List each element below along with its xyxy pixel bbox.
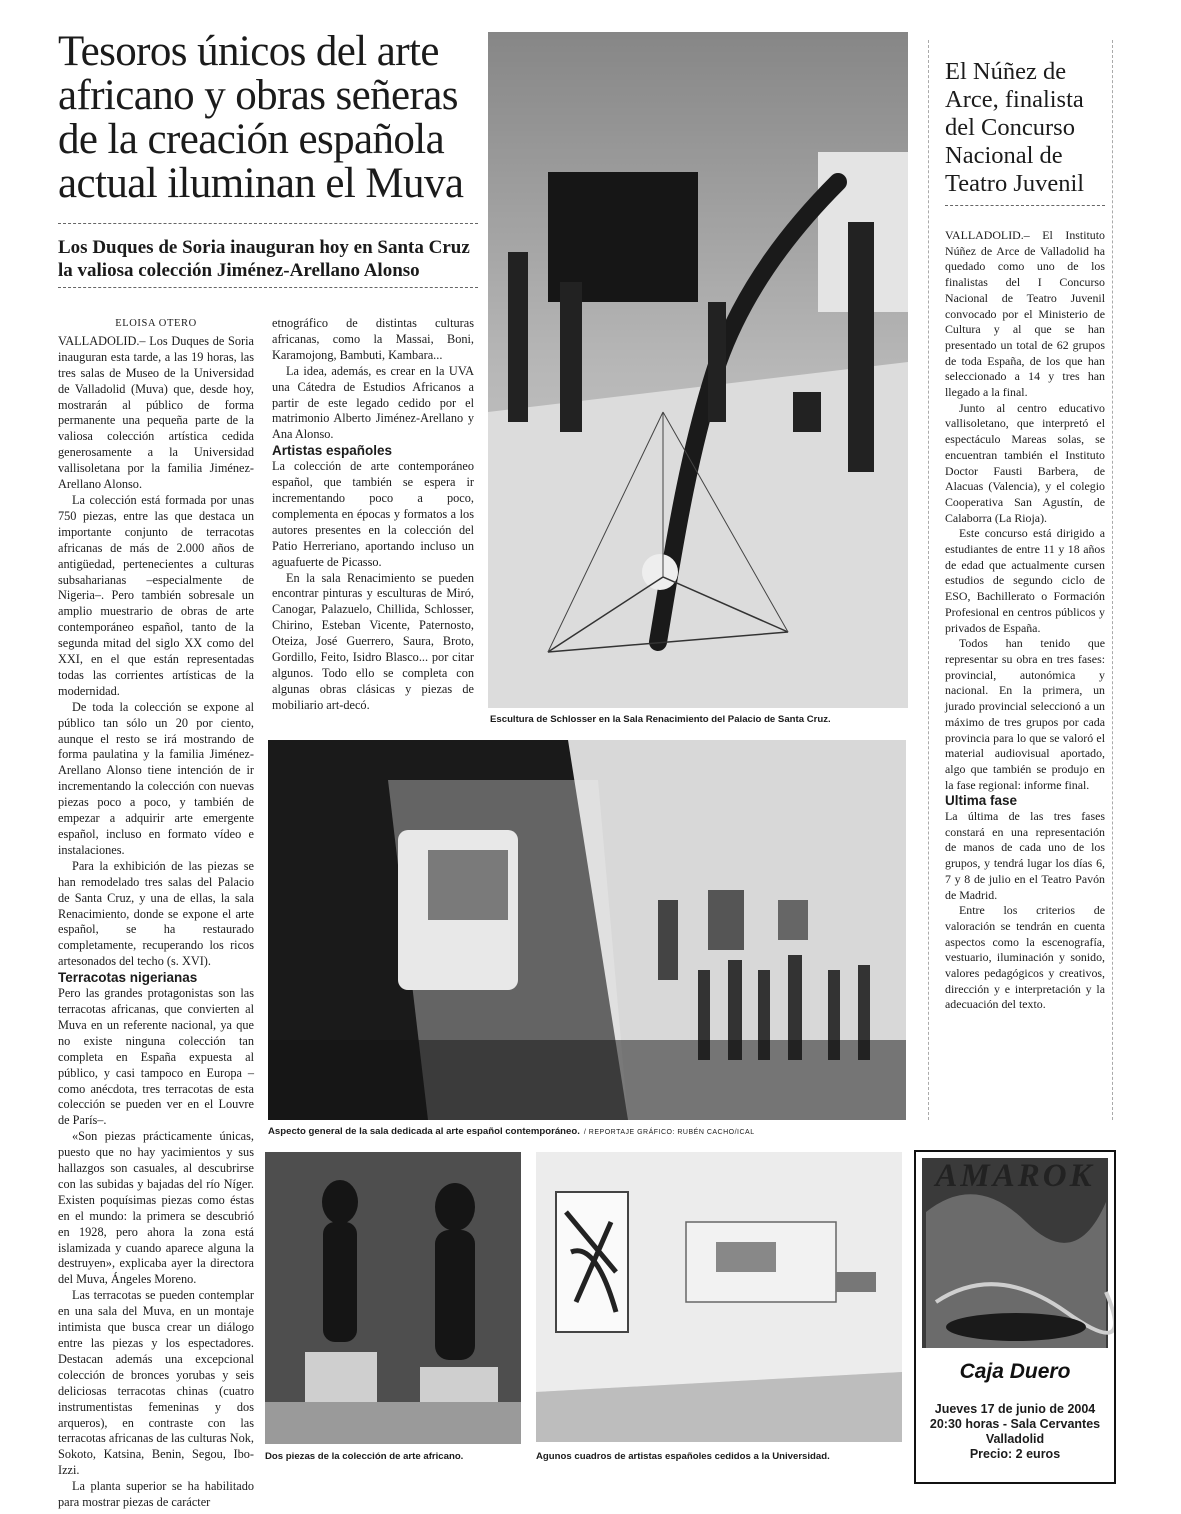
- article-headline: Tesoros únicos del arte africano y obras señeras de la creación española actual iluminan el Muva: [58, 28, 464, 207]
- subhead-divider: [58, 287, 478, 288]
- article-column-1: [58, 316, 254, 1511]
- paragraph: Pero las grandes protagonistas son las terracotas africanas, que convierten al Muva en un referente nacional, ya que no existe ninguna colección tan completa en España expuesta al público, y casi tampoco en Europa –como anécdota, tres terracotas de esta colección se pueden ver en el Louvre de París–.: [58, 986, 254, 1128]
- paragraph: VALLADOLID.– Los Duques de Soria inauguran esta tarde, a las 19 horas, las tres salas de Museo de la Universidad de Valladolid (Muva) que, desde hoy, mostrarán al público de forma permanente una pequeña parte de la valiosa colección artística cedida generosamente a la Universidad vallisoletana por la familia Jiménez-Arellano Alonso.: [58, 333, 254, 492]
- article-column-2: [272, 316, 474, 714]
- spanish-paintings-photo: [536, 1152, 902, 1442]
- paragraph: etnográfico de distintas culturas africanas, como la Massai, Boni, Karamojong, Bambuti, Kambara...: [272, 316, 474, 362]
- caja-duero-logo: Caja Duero: [959, 1360, 1071, 1383]
- section-heading: Artistas españoles: [272, 443, 393, 459]
- paragraph: Todos han tenido que representar su obra en tres fases: provincial, autonómica y nacional. En la primera, un jurado provincial seleccionó a un máximo de tres grupos por cada provincia para lo que se valoró el material audiovisual aportado, algo que también se produjo en la fase regional: informe final.: [945, 636, 1105, 792]
- paragraph: La planta superior se ha habilitado para mostrar piezas de carácter: [58, 1479, 254, 1510]
- paragraph: Junto al centro educativo vallisoletano, que interpretó el espectáculo Mareas solas, se encuentran también el Instituto Doctor Fausti Barbera, de Alacuas (Valencia), y el colegio Cooperativa San Agustín, de Calaborra (La Rioja).: [945, 400, 1105, 525]
- paragraph: La colección está formada por unas 750 piezas, entre las que destaca un importante conjunto de terracotas africanas de más de 2.000 años de antigüedad, pertenecientes a culturas subsaharianas –especialmente de Nigeria–. Pero también sobresale un amplio muestrario de obras de arte contemporáneo español, tanto de la segunda mitad del siglo XX como del XXI, en el que están representadas todas las corrientes artísticas de la modernidad.: [58, 492, 254, 698]
- sidebar-headline: El Núñez de Arce, finalista del Concurso Nacional de Teatro Juvenil: [945, 58, 1085, 197]
- photo-credit: / REPORTAJE GRÁFICO: RUBÉN CACHO/ICAL: [583, 1129, 755, 1136]
- headline-divider: [58, 223, 478, 224]
- paragraph: Para la exhibición de las piezas se han remodelado tres salas del Palacio de Santa Cruz, y una de ellas, la sala Renacimiento, donde se expone el arte español, se ha restaurado completamente, recuperando los ricos artesonados del techo (s. XVI).: [58, 858, 254, 969]
- spanish-paintings-photo-caption: Agunos cuadros de artistas españoles cedidos a la Universidad.: [536, 1451, 830, 1462]
- paragraph: Entre los criterios de valoración se tendrán en cuenta aspectos como la escenografía, vestuario, iluminación y sonido, valores pedagógicos y creativos, dirección y e interpretación y la adecuación del texto.: [945, 903, 1105, 1012]
- byline: ELOISA OTERO: [115, 318, 197, 329]
- section-heading: Terracotas nigerianas: [58, 970, 198, 986]
- article-subheadline: Los Duques de Soria inauguran hoy en Santa Cruz la valiosa colección Jiménez-Arellano Alonso: [58, 237, 470, 281]
- paragraph: «Son piezas prácticamente únicas, puesto que no hay yacimientos y sus hallazgos son casuales, al descubrirse con las subidas y bajadas del río Níger. Existen poquísimas piezas como éstas en el mundo: la primera se descubrió en 1928, pero ahora la zona está islamizada y cuando aparece alguna la destruyen», explicaba ayer la directora del Muva, Ángeles Moreno.: [58, 1129, 254, 1287]
- sidebar-divider: [945, 205, 1105, 206]
- section-heading: Ultima fase: [945, 793, 1018, 809]
- ad-time-venue: 20:30 horas - Sala Cervantes: [929, 1417, 1101, 1431]
- ad-date: Jueves 17 de junio de 2004: [934, 1402, 1096, 1416]
- paragraph: La última de las tres fases constará en una representación de manos de cada uno de los grupos, y tendrá lugar los días 6, 7 y 8 de julio en el Teatro Pavón de Madrid.: [945, 809, 1105, 902]
- caption-text: Aspecto general de la sala dedicada al arte español contemporáneo.: [268, 1126, 580, 1137]
- african-art-photo-caption: Dos piezas de la colección de arte africano.: [265, 1451, 464, 1462]
- paragraph: Este concurso está dirigido a estudiantes de entre 11 y 18 años de edad que actualmente cursen estudios de segundo ciclo de ESO, Bachillerato o Formación Profesional en centros públicos y privados de España.: [945, 526, 1105, 635]
- ad-city: Valladolid: [985, 1432, 1045, 1446]
- gallery-hall-photo: [268, 740, 906, 1120]
- sidebar-article: [945, 228, 1105, 1013]
- paragraph: La idea, además, es crear en la UVA una Cátedra de Estudios Africanos a partir de este legado cedido por el matrimonio Alberto Jiménez-Arellano y Ana Alonso.: [272, 363, 474, 442]
- paragraph: De toda la colección se expone al público tan sólo un 20 por ciento, aunque el resto se irá mostrando de forma paulatina y la familia Jiménez-Arellano Alonso tiene intención de ir incrementando la colección con nuevas piezas poco a poco, y también de empezar a adquirir arte emergente español, incluso en formato vídeo e instalaciones.: [58, 699, 254, 857]
- ad-price: Precio: 2 euros: [969, 1447, 1061, 1461]
- african-art-photo: [265, 1152, 521, 1444]
- gallery-hall-photo-caption: [268, 1126, 755, 1137]
- paragraph: Las terracotas se pueden contemplar en una sala del Muva, en un montaje intimista que busca crear un diálogo entre las piezas y los espectadores. Destacan además una excepcional colección de bronces yorubas y seis deliciosas terracotas chinas (cuatro instrumentistas femeninas y dos arqueros), en contraste con las terracotas africanas de las culturas Nok, Sokoto, Katsina, Benin, Segou, Ibo-Izzi.: [58, 1288, 254, 1478]
- ad-title: AMAROK: [935, 1158, 1095, 1194]
- paragraph: La colección de arte contemporáneo español, que también se espera ir incrementando poco a poco, complementa en épocas y formatos a los autores presentes en la colección del Patio Herreriano, aportando incluso un aguafuerte de Picasso.: [272, 459, 474, 569]
- paragraph: VALLADOLID.– El Instituto Núñez de Arce de Valladolid ha quedado como uno de los finalistas del I Concurso Nacional de Teatro Juvenil convocado por el Ministerio de Cultura y al que se han presentado un total de 62 grupos de toda España, de los que han seleccionado a 14 y tres han llegado a la final.: [945, 228, 1105, 400]
- theatre-advertisement: [914, 1150, 1116, 1484]
- sculpture-photo: [488, 32, 908, 708]
- paragraph: En la sala Renacimiento se pueden encontrar pinturas y esculturas de Miró, Canogar, Palazuelo, Chillida, Schlosser, Chirino, Esteban Vicente, Paternosto, Oteiza, José Guerrero, Saura, Broto, Gordillo, Feito, Isidro Blasco... por citar algunos. Todo ello se completa con algunas obras clásicas y piezas de mobiliario art-decó.: [272, 570, 474, 712]
- sculpture-photo-caption: Escultura de Schlosser en la Sala Renacimiento del Palacio de Santa Cruz.: [490, 714, 831, 725]
